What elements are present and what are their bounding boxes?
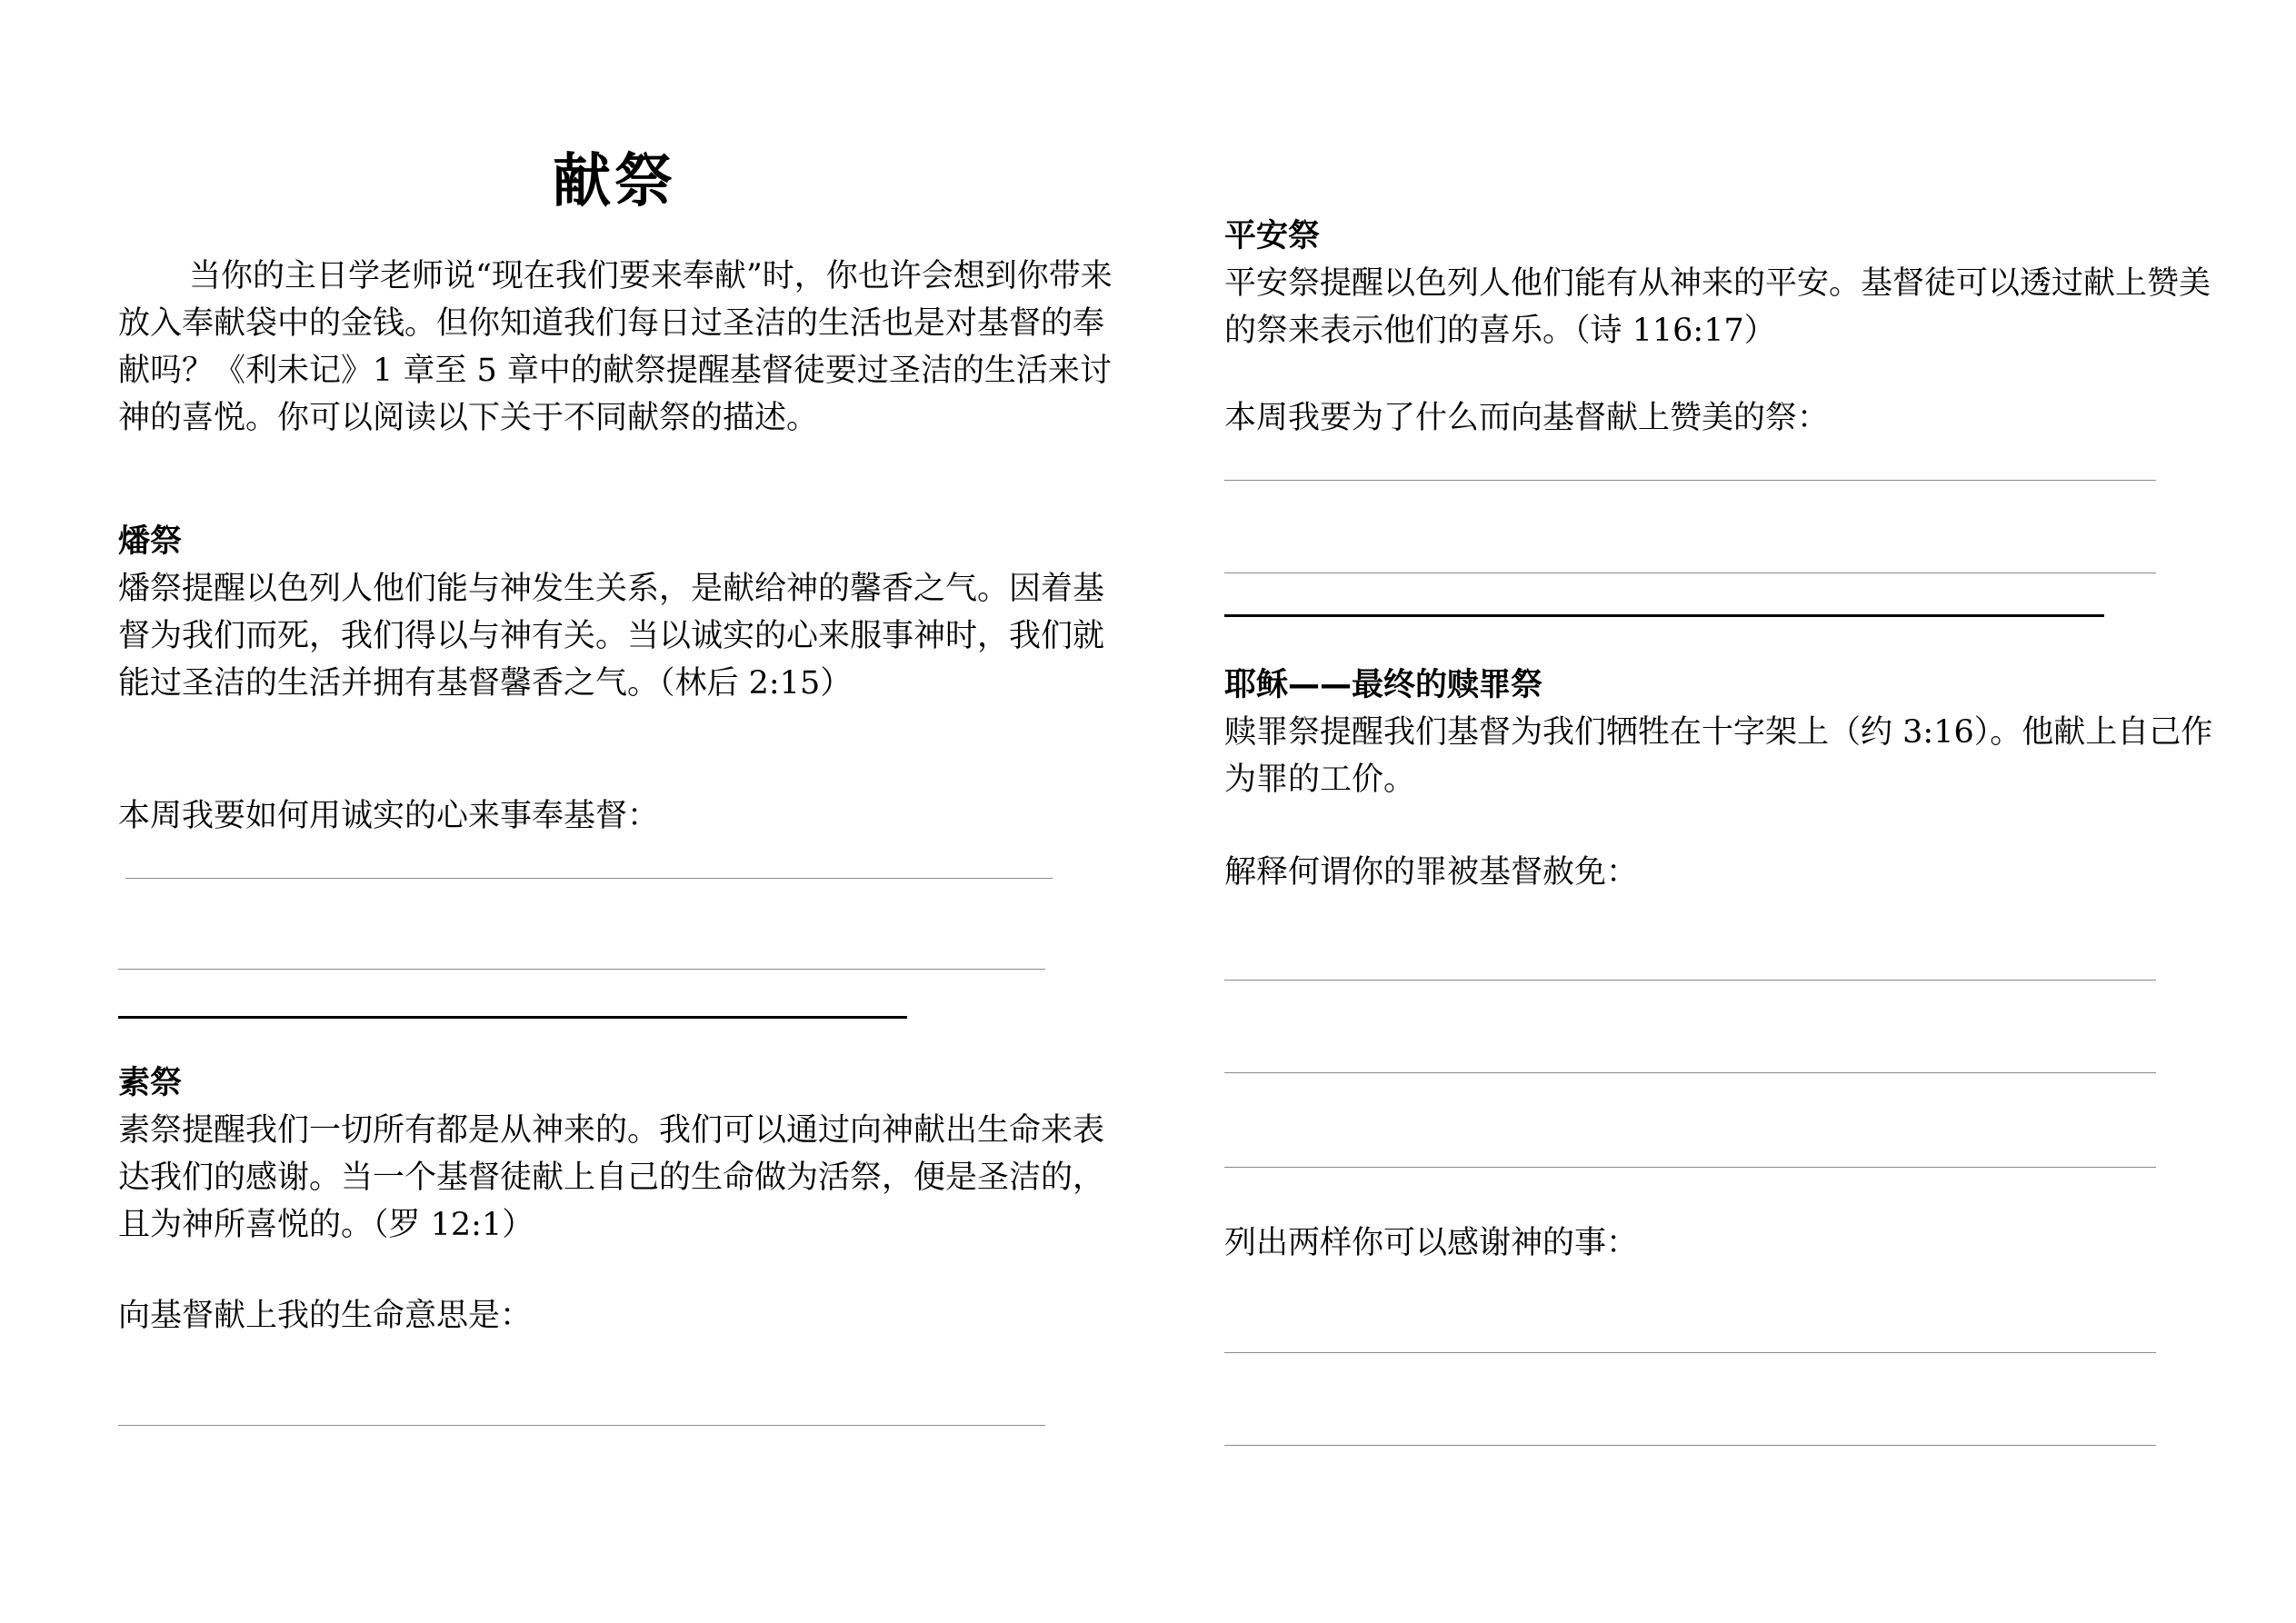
answer-line[interactable] <box>1224 1445 2156 1446</box>
grain-offering-section <box>118 1060 1127 1249</box>
answer-line[interactable] <box>1224 614 2104 617</box>
sin-offering-heading: 耶稣——最终的赎罪祭 <box>1224 667 1543 703</box>
intro-block <box>118 253 1127 442</box>
burnt-offering-section <box>118 518 1127 707</box>
answer-line[interactable] <box>118 969 1045 970</box>
sin-offering-prompt-block <box>1224 849 2215 896</box>
peace-offering-prompt-block <box>1224 394 2215 442</box>
thanks-prompt-block <box>1224 1220 2215 1267</box>
peace-offering-body: 平安祭提醒以色列人他们能有从神来的平安。基督徒可以透过献上赞美的祭来表示他们的喜乐。（诗 116:17） <box>1224 265 2211 349</box>
peace-offering-prompt: 本周我要为了什么而向基督献上赞美的祭： <box>1224 400 1830 436</box>
grain-offering-heading: 素祭 <box>118 1065 183 1101</box>
burnt-offering-heading: 燔祭 <box>118 523 183 560</box>
peace-offering-section <box>1224 213 2215 354</box>
burnt-offering-prompt: 本周我要如何用诚实的心来事奉基督： <box>118 798 660 834</box>
answer-line[interactable] <box>1224 1352 2156 1353</box>
answer-line[interactable] <box>1224 1167 2156 1168</box>
answer-line[interactable] <box>118 1425 1045 1426</box>
burnt-offering-prompt-block <box>118 792 1127 840</box>
grain-offering-body: 素祭提醒我们一切所有都是从神来的。我们可以通过向神献出生命来表达我们的感谢。当一个基督徒献上自己的生命做为活祭，便是圣洁的，且为神所喜悦的。（罗 12:1） <box>118 1112 1105 1243</box>
sin-offering-section <box>1224 662 2215 803</box>
peace-offering-heading: 平安祭 <box>1224 218 1321 254</box>
answer-line[interactable] <box>118 1016 907 1019</box>
sin-offering-prompt: 解释何谓你的罪被基督赦免： <box>1224 854 1639 891</box>
page-title: 献祭 <box>553 147 676 215</box>
intro-paragraph: 当你的主日学老师说“现在我们要来奉献”时，你也许会想到你带来放入奉献袋中的金钱。但你知道我们每日过圣洁的生活也是对基督的奉献吗？《利未记》1 章至 5 章中的献祭提醒基督徒要过圣洁的生活来讨神的喜悦。你可以阅读以下关于不同献祭的描述。 <box>118 258 1113 436</box>
answer-line[interactable] <box>1224 980 2156 981</box>
sin-offering-body: 赎罪祭提醒我们基督为我们牺牲在十字架上（约 3:16）。他献上自己作为罪的工价。 <box>1224 714 2213 798</box>
grain-offering-prompt-block <box>118 1292 1127 1339</box>
burnt-offering-body: 燔祭提醒以色列人他们能与神发生关系，是献给神的馨香之气。因着基督为我们而死，我们得以与神有关。当以诚实的心来服事神时，我们就能过圣洁的生活并拥有基督馨香之气。（林后 2:15） <box>118 571 1105 702</box>
answer-line[interactable] <box>1224 1072 2156 1073</box>
answer-line[interactable] <box>1224 480 2156 481</box>
grain-offering-prompt: 向基督献上我的生命意思是： <box>118 1298 533 1334</box>
answer-line[interactable] <box>125 878 1053 879</box>
thanks-prompt: 列出两样你可以感谢神的事： <box>1224 1225 1639 1261</box>
